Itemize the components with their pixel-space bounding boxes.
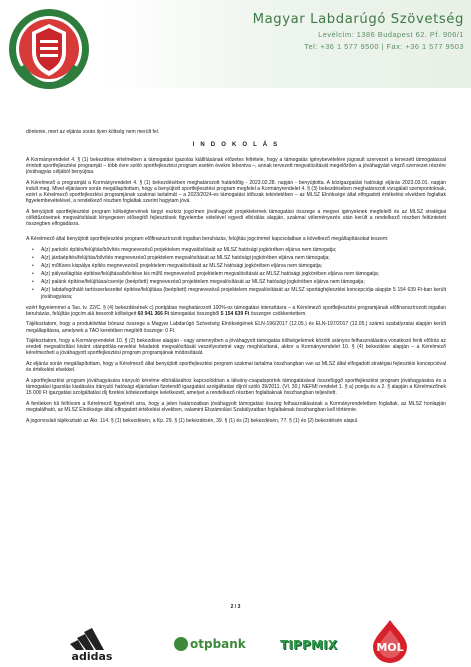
section-title: I N D O K O L Á S bbox=[192, 142, 280, 149]
paragraph: A sportfejlesztési program jóváhagyására irányuló kérelme elbírálásához kapcsolódóan a látvány-csapatsportok támogatásával összefüggő sportfejlesztési program jóváhagyására és a támogatási igazolás kiadására irányuló hatósági eljárásban fizetendő igazgatási szolgáltatási díjról szóló 39/2011. (VI. 30.) NEFMI rendelet 1. § a) pontja és a 2. § alapján a Kérelmezőnek 15 000 Ft igazgatási szolgáltatási díj fizetési kötelezettsége keletkezett, amelyet a rendelkező részben foglaltaknak összhangban teljesített. bbox=[26, 377, 446, 397]
tippmix-logo bbox=[280, 616, 350, 666]
list-item: • A(z) pályavilágítás építése/felújítása/bővítése kis műfű megnevezésű projektelem megvalósítását az MLSZ hatósági jogkörében eljárva nem támogatja; bbox=[41, 271, 446, 277]
intro-line: döntenie, mert az eljárás során ilyen költség nem merült fel. bbox=[26, 129, 160, 135]
list-item: • A(z) műfüves kispálya építés megnevezésű projektelem megvalósítását az MLSZ hatósági jogkörében eljárva nem támogatja; bbox=[41, 263, 446, 269]
tippmix-wordmark: TIPPMIX bbox=[280, 638, 338, 652]
paragraph: Az eljárás során megállapítottam, hogy a Kérelmező által benyújtott sportfejlesztési program szakmai tartalma összhangban van az MLSZ által elfogadott stratégiai fejlesztési koncepcióval és értékelési elvekkel. bbox=[26, 361, 446, 374]
paragraph: A benyújtott sportfejlesztési program költségtervének tárgyi eszköz jogcímen jóváhagyott projektelemek támogatási összege a megvei igényeknek megfelelő és az MLSZ stratégiai célkitűzéseinek megvalósítását lényegesen elősegítő fejlesztések figyelembe vételével egyedi elbírálás alapján, szakmai véleményezés után került a rendelkező részben feltüntetett összegben elfogadásra. bbox=[26, 209, 446, 228]
mlsz-crest-icon bbox=[6, 6, 92, 92]
otp-logo bbox=[172, 616, 256, 666]
otp-wordmark: otpbank bbox=[190, 637, 246, 651]
page-number: 2 / 3 bbox=[230, 604, 241, 610]
adidas-logo bbox=[62, 616, 122, 666]
org-contact: Tel: +36 1 577 9500 | Fax: +36 1 577 9503 bbox=[304, 42, 464, 51]
list-item: • A(z) palánk építése/felújítása/cseréje (beépített) megnevezésű projektelem megvalósítását az MLSZ hatósági jogkörében eljárva nem támogatja; bbox=[41, 279, 446, 285]
bullet-list bbox=[26, 247, 446, 300]
list-item: • A(z) járdaépítés/felújítás/bővítés megnevezésű projektelem megvalósítását az MLSZ hatósági jogkörében eljárva nem támogatja; bbox=[41, 255, 446, 261]
mol-logo bbox=[365, 616, 415, 666]
paragraph: A jogorvoslati tájékoztató az Ákr. 114. § (1) bekezdésén, a Kp. 29. § (1) bekezdésén, 39. § (1) és (2) bekezdésén, 77. § (1) és (2) bekezdésén alapul. bbox=[26, 417, 359, 424]
document-body bbox=[26, 129, 446, 428]
list-item: • A(z) parkoló építés/felújítás/bővítés megnevezésű projektelem megvalósítását az MLSZ hatósági jogkörében eljárva nem támogatja; bbox=[41, 247, 446, 253]
org-info bbox=[224, 12, 464, 51]
mol-drop-icon bbox=[367, 618, 413, 664]
amount-original: 60 941 366 Ft bbox=[137, 310, 170, 317]
adidas-wordmark: adidas bbox=[71, 650, 113, 663]
paragraph: A fentieken túl felhívom a Kérelmező figyelmét arra, hogy a jelen határozatban jóváhagyott támogatási összeg felhasználásának a Kormányrendeletben foglaltak, az MLSZ honlapján megtalálható, az MLSZ Elnöksége által elfogadott értékelési elvekben, valamint Elszámolási Szabályzatban foglaltaknak összhangban kell történnie. bbox=[26, 400, 446, 413]
paragraph-amounts: ezért figyelemmel a Tao. tv. 22/C. § (4) bekezdésének c) pontjában meghatározott 100%-os támogatási intenzitásra – a Kérelmező sportfejlesztési programjának előfinanszírozott ingatlan beruházás, felújítás jogcím alá besorolt költségeit 60 941 366 Ft támogatási összegből 5 154 639 Ft összegre csökkentettem. bbox=[26, 304, 446, 317]
paragraph: A Kormányrendelet 4. § (1) bekezdése értelmében a támogatási igazolás kiállításának előzetes feltétele, hogy a támogatás igénybevételére jogosult szervezet a tervezett támogatással érintett sportfejlesztési programját – több évre szóló sportfejlesztési program esetén évekre lebontva –, annak tervezett megvalósítását megelőzően a jóváhagyást végző szervezet részére jóváhagyás céljából benyújtsa. bbox=[26, 157, 446, 176]
paragraph: A Kérelmező a programját a Kormányrendelet 4. § (1) bekezdésében meghatározott határidőig - 2023.02.28. napján - benyújtotta. A közigazgatási hatósági eljárás 2023.03.01. napján indult meg. Mivel eljárásom során megállapítottam, hogy a benyújtott sportfejlesztési program megfelel a Kormányrendelet 4. § (3) bekezdésében meghatározott vizsgálati szempontoknak, ezért a Kérelmező sportfejlesztési programjának szakmai tartalmát – a 2023/2024-es támogatási időszak tekintetében – az MLSZ Elnöksége által elfogadott értékelési elvekben foglaltak figyelembevételével, a rendelkező részben foglaltak szerint hagytam jóvá. bbox=[26, 180, 446, 205]
org-name: Magyar Labdarúgó Szövetség bbox=[252, 12, 464, 27]
otp-circle-icon bbox=[174, 637, 188, 651]
sponsor-bar bbox=[0, 616, 471, 667]
amount-reduced: 5 154 639 Ft bbox=[220, 310, 250, 317]
paragraph: Tájékoztatom, hogy a Kormányrendelet 10. § (2) bekezdése alapján - vagy amennyiben a jóváhagyott támogatás költségelemek közötti arányos felhasználására vonatkozó fenti előírás az eredeti megvalósítási kivánt utánpótlás-nevelési feladatok megvalósítását veszélyeztetné vagy meghiúsítaná, akkor a Kormányrendelet 10. § (4) bekezdése alapján – a Kérelmező kérelmezheti a jóváhagyott sportfejlesztési program programjának módosítását. bbox=[26, 338, 446, 357]
letterhead bbox=[0, 0, 471, 100]
list-item: • A(z) labdafogóháló tartószerkezettel építése/felújítása (beépített) megnevezésű projektelem megvalósítását az MLSZ sportágfejlesztési koncepciója alapján 5 154 639 Ft-ban került jóváhagyásra; bbox=[41, 287, 446, 299]
org-address: Levélcím: 1386 Budapest 62. Pf. 906/1 bbox=[318, 30, 464, 39]
svg-text:MOL: MOL bbox=[376, 641, 404, 654]
paragraph: Tájékoztatom, hogy a produktivitási bónusz összege a Magyar Labdarúgó Szövetség Elnökségének ELN-196/2017 (12.05.) és ELN-197/2017 (12.05.) számú szabályzatai alapján került megállapításra, amelynek a TAO keretében megítélt összege: 0 Ft. bbox=[26, 321, 446, 334]
paragraph: A Kérelmező által benyújtott sportfejlesztési program előfinanszírozott ingatlan beruházás, felújítás jogcímmel kapcsolatban a következő megállapításokat teszem: bbox=[26, 236, 389, 243]
adidas-stripes-icon bbox=[62, 618, 122, 652]
